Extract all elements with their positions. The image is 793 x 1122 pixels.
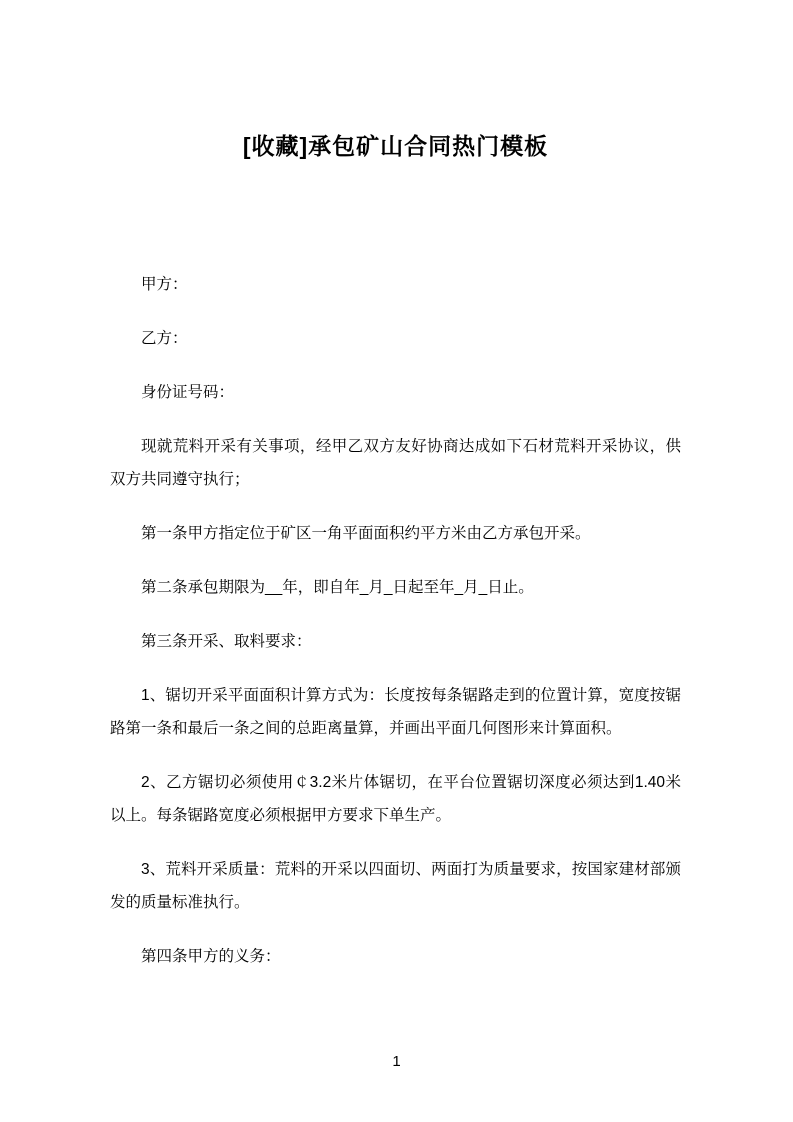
paragraph-clause-1: 第一条甲方指定位于矿区一角平面面积约平方米由乙方承包开采。	[141, 525, 591, 542]
paragraph-party-a: 甲方：	[141, 276, 188, 293]
paragraph-clause-3: 第三条开采、取料要求：	[141, 633, 312, 650]
document-body	[110, 268, 681, 973]
paragraph-clause-2: 第二条承包期限为__年，即自年_月_日起至年_月_日止。	[141, 579, 534, 596]
paragraph-party-b: 乙方：	[141, 330, 188, 347]
paragraph-id-number: 身份证号码：	[141, 384, 235, 401]
document-title: [收藏]承包矿山合同热门模板	[242, 133, 549, 159]
paragraph-preamble: 现就荒料开采有关事项，经甲乙双方友好协商达成如下石材荒料开采协议，供双方共同遵守执行；	[110, 438, 681, 488]
paragraph-clause-4: 第四条甲方的义务：	[141, 948, 281, 965]
paragraph-clause-3-item-2: 2、乙方锯切必须使用￠3.2米片体锯切，在平台位置锯切深度必须达到1.40米以上。每条锯路宽度必须根据甲方要求下单生产。	[110, 774, 681, 824]
document-content	[0, 130, 793, 973]
paragraph-clause-3-item-3: 3、荒料开采质量：荒料的开采以四面切、两面打为质量要求，按国家建材部颁发的质量标准执行。	[110, 861, 681, 911]
page-number: 1	[392, 1053, 401, 1070]
paragraph-clause-3-item-1: 1、锯切开采平面面积计算方式为：长度按每条锯路走到的位置计算，宽度按锯路第一条和最后一条之间的总距离量算，并画出平面几何图形来计算面积。	[110, 687, 681, 737]
